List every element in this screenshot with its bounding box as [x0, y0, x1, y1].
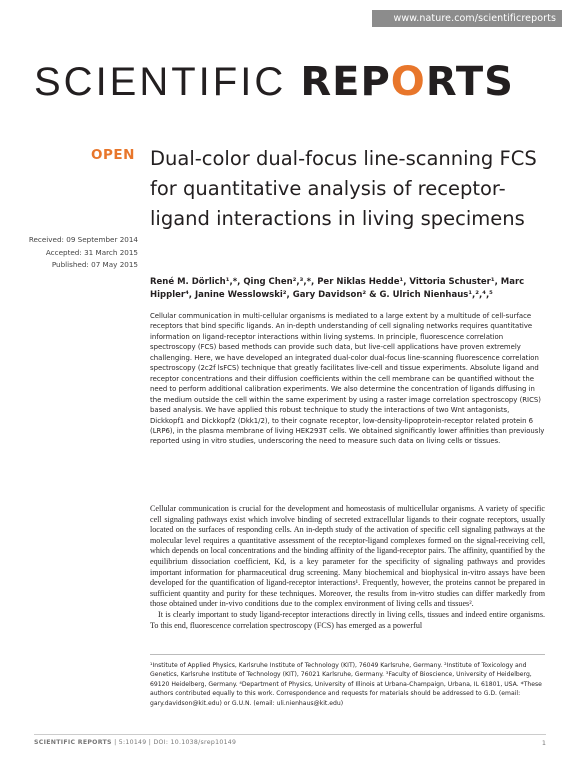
journal-masthead: [34, 60, 544, 104]
published-date: Published: 07 May 2015: [51, 260, 138, 269]
article-dates: [20, 234, 138, 272]
journal-url[interactable]: www.nature.com/scientificreports: [372, 10, 562, 27]
page-number: 1: [541, 739, 546, 747]
masthead-scientific: SCIENTIFIC: [34, 60, 301, 104]
footer-brand: SCIENTIFIC REPORTS: [34, 739, 112, 746]
masthead-rep: REP: [300, 59, 391, 105]
received-date: Received: 09 September 2014: [28, 235, 138, 244]
footer-divider: [34, 734, 546, 735]
body-paragraph-1: Cellular communication is crucial for the development and homeostasis of multicellular organisms. A variety of specific cell signaling pathways exist which involve binding of secreted extracellular ligands to their cognate receptors, usually located on the surfaces of responding cells. An in-depth study of the activation of specific cell signaling pathways at the molecular level requires a quantitative assessment of the receptor-ligand complexes formed on the signal-receiving cell, which depends on local concentrations and the binding affinity of the ligand-receptor pairs. The affinity, quantified by the equilibrium dissociation coefficient, Kd, is a key parameter for the specificity of signaling pathways and provides important information for pharmaceutical drug screening. Many biochemical and biophysical in-vitro assays have been developed for the quantification of ligand-receptor interactions¹. Frequently, however, the proteins cannot be prepared in sufficient quantity and purity for these techniques. Moreover, the results from in-vitro studies can differ markedly from those obtained under in-vivo conditions due to the complex environment of living cells and tissues².: [150, 504, 545, 609]
body-paragraph-2: It is clearly important to study ligand-receptor interactions directly in living cells, tissues and indeed entire organisms. To this end, fluorescence correlation spectroscopy (FCS) has emerged as a powerful: [150, 609, 545, 630]
open-access-label: OPEN: [91, 147, 135, 163]
footer-citation: [34, 738, 434, 748]
footer-doi: | 5:10149 | DOI: 10.1038/srep10149: [111, 739, 237, 746]
article-title: Dual-color dual-focus line-scanning FCS for quantitative analysis of receptor-ligand interactions in living specimens: [150, 147, 537, 230]
author-list: René M. Dörlich¹,*, Qing Chen²,³,*, Per Niklas Hedde¹, Vittoria Schuster¹, Marc Hippler⁴, Janine Wesslowski², Gary Davidson² & G. Ulrich Nienhaus¹,²,⁴,⁵: [150, 277, 525, 300]
masthead-rts: RTS: [425, 59, 514, 105]
abstract: Cellular communication in multi-cellular organisms is mediated to a large extent by a multitude of cell-surface receptors that bind specific ligands. An in-depth understanding of cell signaling networks requires quantitative information on ligand-receptor interactions within living systems. In principle, fluorescence correlation spectroscopy (FCS) based methods can provide such data, but live-cell applications have proven extremely challenging. Here, we have developed an integrated dual-color dual-focus line-scanning fluorescence correlation spectroscopy (2c2f lsFCS) technique that greatly facilitates live-cell and tissue experiments. Absolute ligand and receptor concentrations and their diffusion coefficients within the cell membrane can be quantified without the need to perform additional calibration experiments. We also determine the concentration of ligands diffusing in the medium outside the cell within the same experiment by using a raster image correlation spectroscopy (RICS) based analysis. We have applied this robust technique to study the interactions of two Wnt antagonists, Dickkopf1 and Dickkopf2 (Dkk1/2), to their cognate receptor, low-density-lipoprotein-receptor related protein 6 (LRP6), in the plasma membrane of living HEK293T cells. We obtained significantly lower affinities than previously reported using in vitro studies, underscoring the need to measure such data on living cells or tissues.: [150, 312, 545, 446]
masthead-o: O: [390, 59, 426, 105]
footnote-divider: [150, 654, 545, 655]
affiliation-footnotes: ¹Institute of Applied Physics, Karlsruhe Institute of Technology (KIT), 76049 Karlsruhe, Germany. ²Institute of Toxicology and Genetics, Karlsruhe Institute of Technology (KIT), 76021 Karlsruhe, Germany. ³Faculty of Bioscience, University of Heidelberg, 69120 Heidelberg, Germany. ⁴Department of Physics, University of Illinois at Urbana-Champaign, Urbana, IL 61801, USA. *These authors contributed equally to this work. Correspondence and requests for materials should be addressed to G.D. (email: gary.davidson@kit.edu) or G.U.N. (email: uli.nienhaus@kit.edu): [150, 662, 542, 707]
accepted-date: Accepted: 31 March 2015: [45, 247, 138, 257]
body-text: [150, 504, 545, 631]
